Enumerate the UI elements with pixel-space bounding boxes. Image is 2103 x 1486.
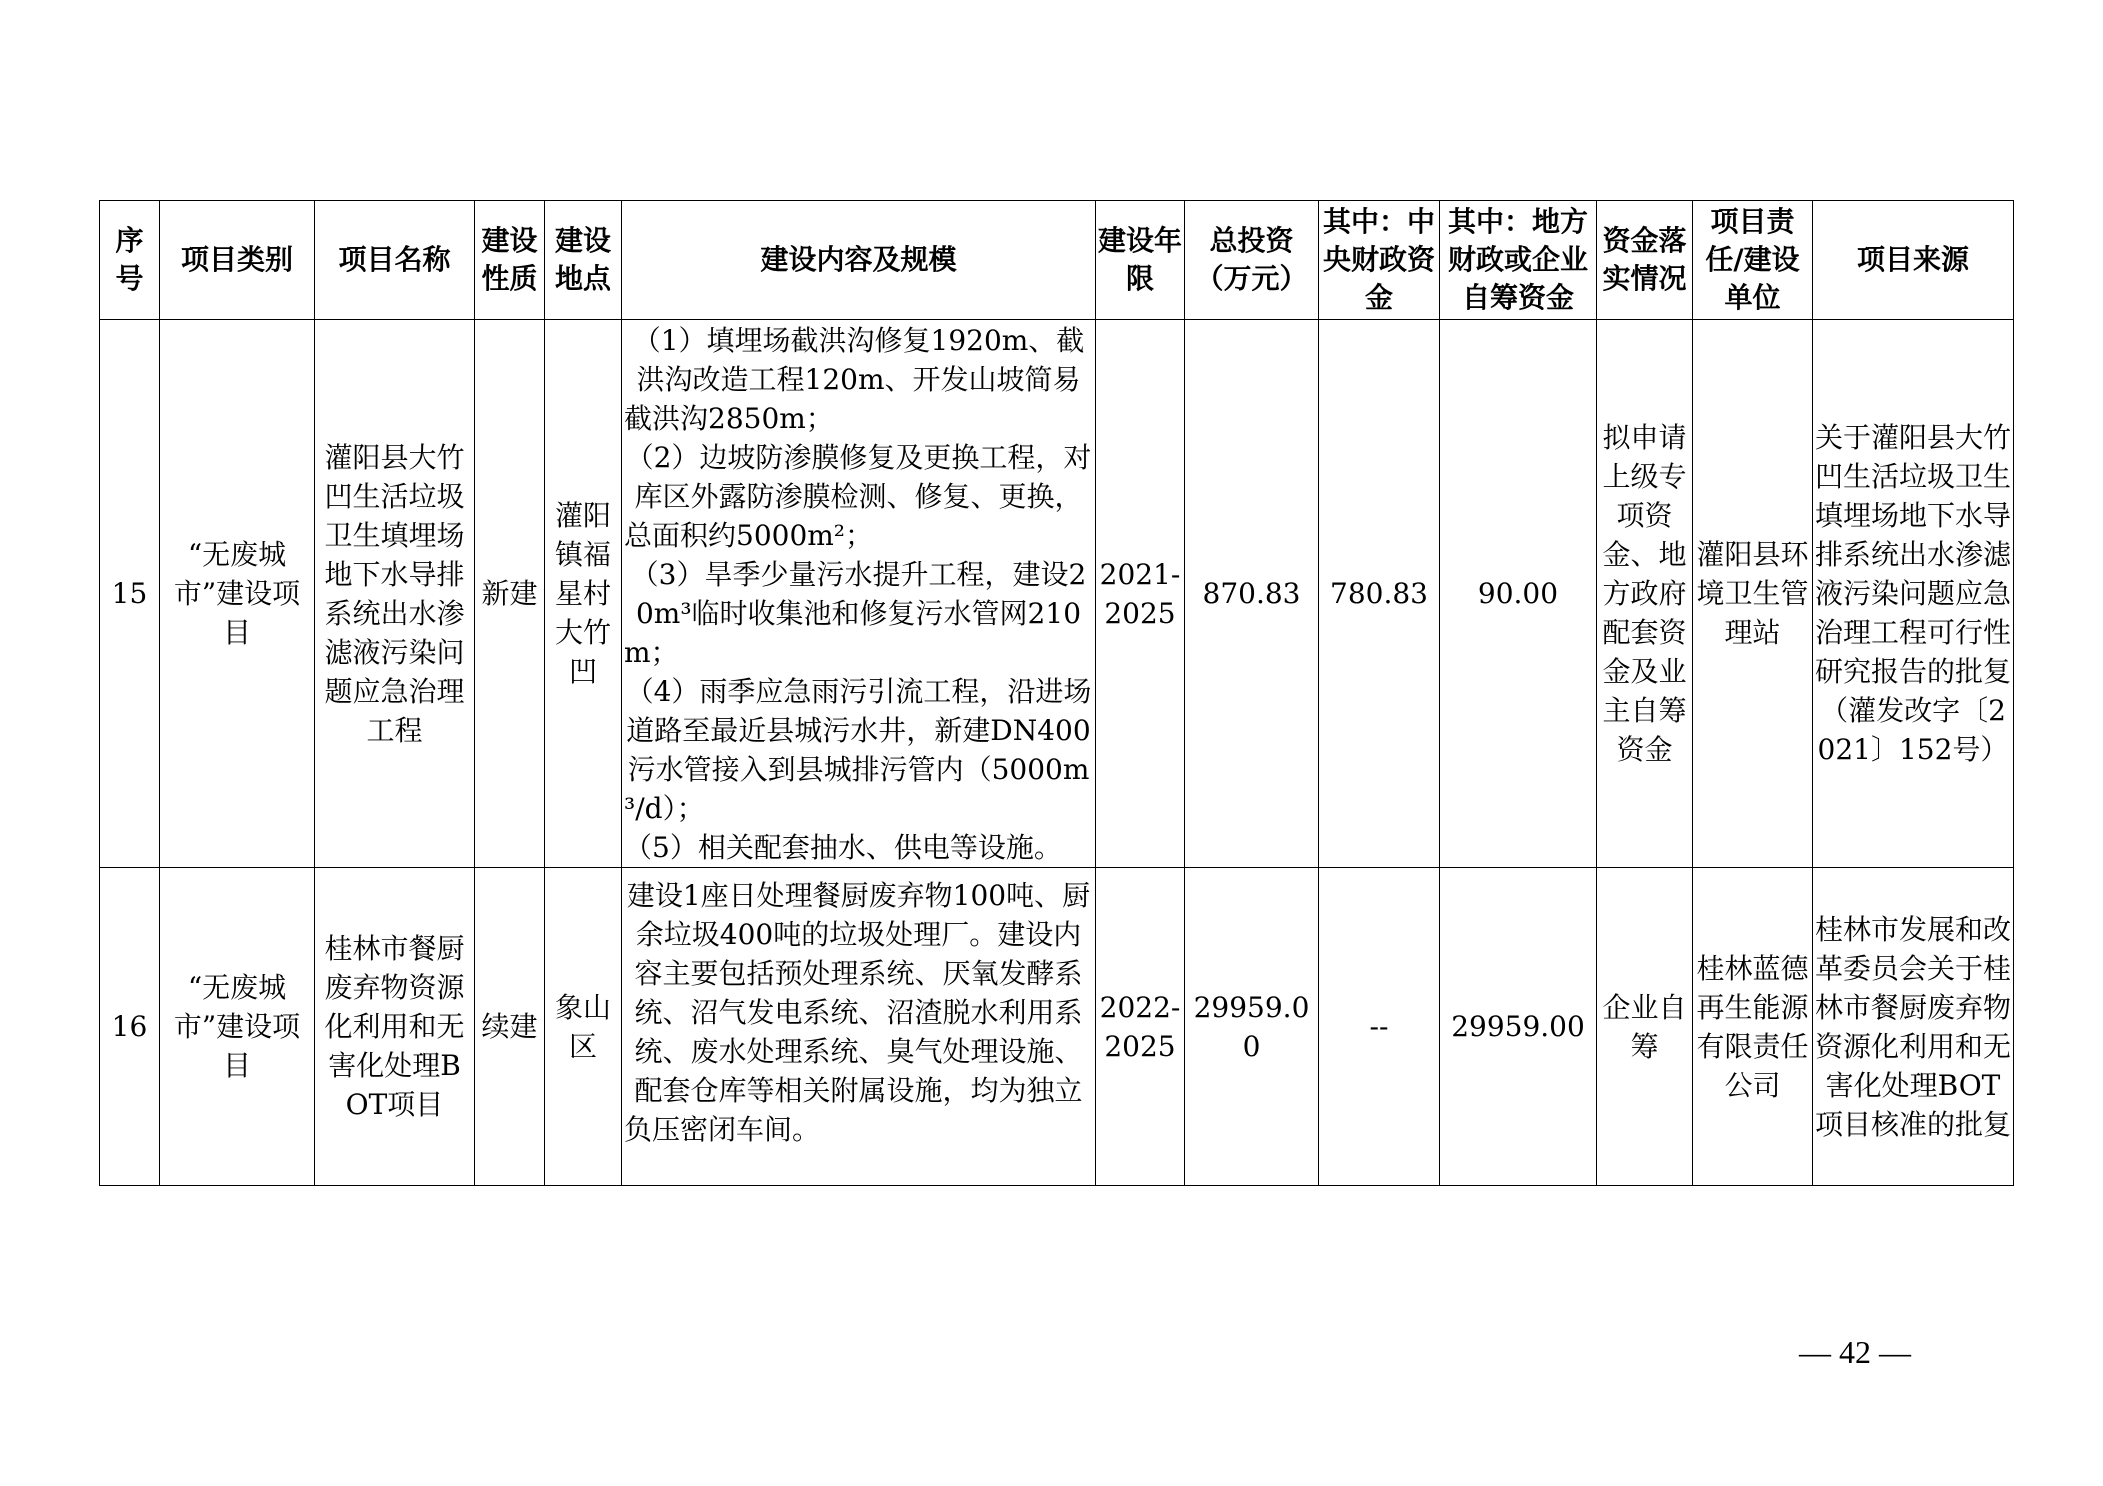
header-responsible-unit: 项目责任/建设单位 [1693,201,1813,320]
table-row [100,868,2014,1186]
cell-central-funds: -- [1319,868,1440,1186]
content-item: （4）雨季应急雨污引流工程，沿进场道路至最近县城污水井，新建DN400污水管接入到县城排污管内（5000m³/d）； [624,675,1092,825]
cell-total-investment: 870.83 [1185,320,1319,868]
content-item: （2）边坡防渗膜修复及更换工程，对库区外露防渗膜检测、修复、更换，总面积约5000m²； [624,441,1092,552]
cell-source: 桂林市发展和改革委员会关于桂林市餐厨废弃物资源化利用和无害化处理BOT项目核准的批复 [1813,868,2014,1186]
cell-local-funds: 29959.00 [1440,868,1597,1186]
cell-nature: 续建 [475,868,545,1186]
cell-name: 灌阳县大竹凹生活垃圾卫生填埋场地下水导排系统出水渗滤液污染问题应急治理工程 [315,320,475,868]
cell-responsible-unit: 灌阳县环境卫生管理站 [1693,320,1813,868]
header-period: 建设年限 [1096,201,1185,320]
cell-name: 桂林市餐厨废弃物资源化利用和无害化处理BOT项目 [315,868,475,1186]
header-location: 建设地点 [545,201,622,320]
content-item: 建设1座日处理餐厨废弃物100吨、厨余垃圾400吨的垃圾处理厂。建设内容主要包括预处理系统、厌氧发酵系统、沼气发电系统、沼渣脱水利用系统、废水处理系统、臭气处理设施、配套仓库等相关附属设施，均为独立负压密闭车间。 [624,879,1091,1146]
content-item: （1）填埋场截洪沟修复1920m、截洪沟改造工程120m、开发山坡简易截洪沟2850m； [624,324,1085,435]
cell-funding-status: 企业自筹 [1597,868,1693,1186]
cell-responsible-unit: 桂林蓝德再生能源有限责任公司 [1693,868,1813,1186]
cell-location: 象山区 [545,868,622,1186]
cell-local-funds: 90.00 [1440,320,1597,868]
header-central-funds: 其中：中央财政资金 [1319,201,1440,320]
header-category: 项目类别 [160,201,315,320]
cell-seq: 15 [100,320,160,868]
header-nature: 建设性质 [475,201,545,320]
header-content: 建设内容及规模 [622,201,1096,320]
cell-seq: 16 [100,868,160,1186]
content-item: （5）相关配套抽水、供电等设施。 [624,831,1062,864]
cell-content [622,868,1096,1186]
cell-central-funds: 780.83 [1319,320,1440,868]
header-seq: 序号 [100,201,160,320]
page-number: — 42 — [1799,1334,1911,1370]
header-total-investment: 总投资（万元） [1185,201,1319,320]
cell-nature: 新建 [475,320,545,868]
cell-content [622,320,1096,868]
cell-category: “无废城市”建设项目 [160,320,315,868]
cell-source: 关于灌阳县大竹凹生活垃圾卫生填埋场地下水导排系统出水渗滤液污染问题应急治理工程可行性研究报告的批复（灌发改字〔2021〕152号） [1813,320,2014,868]
cell-period: 2022-2025 [1096,868,1185,1186]
header-local-funds: 其中：地方财政或企业自筹资金 [1440,201,1597,320]
cell-period: 2021-2025 [1096,320,1185,868]
project-table [99,200,2014,1186]
table-row [100,320,2014,868]
cell-funding-status: 拟申请上级专项资金、地方政府配套资金及业主自筹资金 [1597,320,1693,868]
header-source: 项目来源 [1813,201,2014,320]
cell-total-investment: 29959.00 [1185,868,1319,1186]
content-item: （3）旱季少量污水提升工程，建设20m³临时收集池和修复污水管网210m； [624,558,1087,669]
cell-location: 灌阳镇福星村大竹凹 [545,320,622,868]
header-funding-status: 资金落实情况 [1597,201,1693,320]
table-header-row [100,201,2014,320]
cell-category: “无废城市”建设项目 [160,868,315,1186]
header-name: 项目名称 [315,201,475,320]
